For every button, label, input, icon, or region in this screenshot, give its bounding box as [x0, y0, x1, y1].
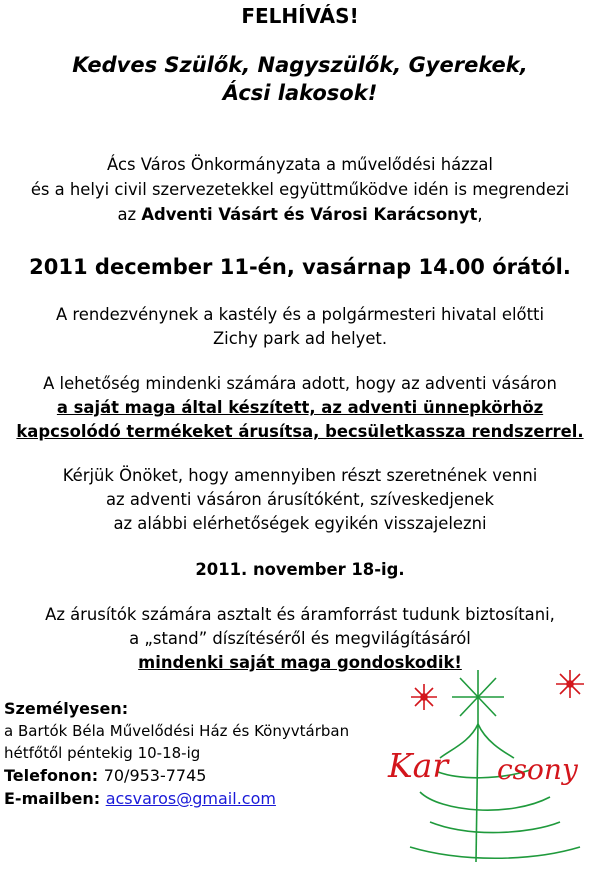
- opportunity-line-1: A lehetőség mindenki számára adott, hogy az adventi vásáron: [43, 374, 557, 393]
- greeting-line-1: Kedves Szülők, Nagyszülők, Gyerekek,: [72, 53, 528, 77]
- tree-swirl-icon: [410, 724, 580, 862]
- email-label: E-mailben:: [4, 789, 101, 808]
- star-icon: [452, 670, 504, 724]
- greeting-line-2: Ácsi lakosok!: [222, 81, 378, 105]
- provision-line-3: mindenki saját maga gondoskodik!: [138, 653, 462, 672]
- opportunity-line-3: kapcsolódó termékeket árusítsa, becsületkassza rendszerrel.: [16, 422, 584, 441]
- page-title: FELHÍVÁS!: [241, 4, 359, 28]
- phone-row: [4, 764, 206, 787]
- event-date: 2011 december 11-én, vasárnap 14.00 órától.: [29, 255, 571, 279]
- provision-line-1: Az árusítók számára asztalt és áramforrást tudunk biztosítani,: [45, 605, 555, 624]
- email-row: [4, 787, 276, 810]
- deadline: 2011. november 18-ig.: [195, 560, 405, 579]
- contact-address: a Bartók Béla Művelődési Ház és Könyvtárban: [4, 722, 350, 740]
- request-line-2: az adventi vásáron árusítóként, szíveskedjenek: [106, 490, 494, 509]
- christmas-tree-illustration: [380, 662, 595, 867]
- contact-hours: hétfőtől péntekig 10-18-ig: [4, 744, 201, 762]
- request-line-3: az alábbi elérhetőségek egyikén visszajelezni: [113, 514, 487, 533]
- phone-label: Telefonon:: [4, 766, 99, 785]
- karacsony-word-part1: Kar: [388, 746, 449, 785]
- event-name: Adventi Vásárt és Városi Karácsonyt: [141, 205, 478, 224]
- venue-line-2: Zichy park ad helyet.: [212, 329, 388, 348]
- intro-line-3: [0, 203, 600, 227]
- in-person-label: Személyesen:: [4, 699, 129, 718]
- intro-line-1: Ács Város Önkormányzata a művelődési házzal: [107, 155, 493, 174]
- venue-line-1: A rendezvénynek a kastély és a polgármesteri hivatal előtti: [56, 305, 544, 324]
- phone-number[interactable]: 70/953-7745: [103, 766, 207, 785]
- email-link[interactable]: acsvaros@gmail.com: [105, 789, 276, 808]
- intro-post: ,: [477, 205, 483, 224]
- snowflake-icon-left: [411, 684, 437, 710]
- provision-line-2: a „stand” díszítéséről és megvilágításáról: [129, 629, 471, 648]
- opportunity-line-2: a saját maga által készített, az adventi ünnepkörhöz: [56, 398, 544, 417]
- request-line-1: Kérjük Önöket, hogy amennyiben részt szeretnének venni: [62, 466, 538, 485]
- intro-pre: az: [117, 205, 142, 224]
- intro-line-2: és a helyi civil szervezetekkel együttműködve idén is megrendezi: [30, 180, 570, 199]
- karacsony-word-part2: csony: [497, 753, 578, 786]
- snowflake-icon-right: [556, 670, 584, 698]
